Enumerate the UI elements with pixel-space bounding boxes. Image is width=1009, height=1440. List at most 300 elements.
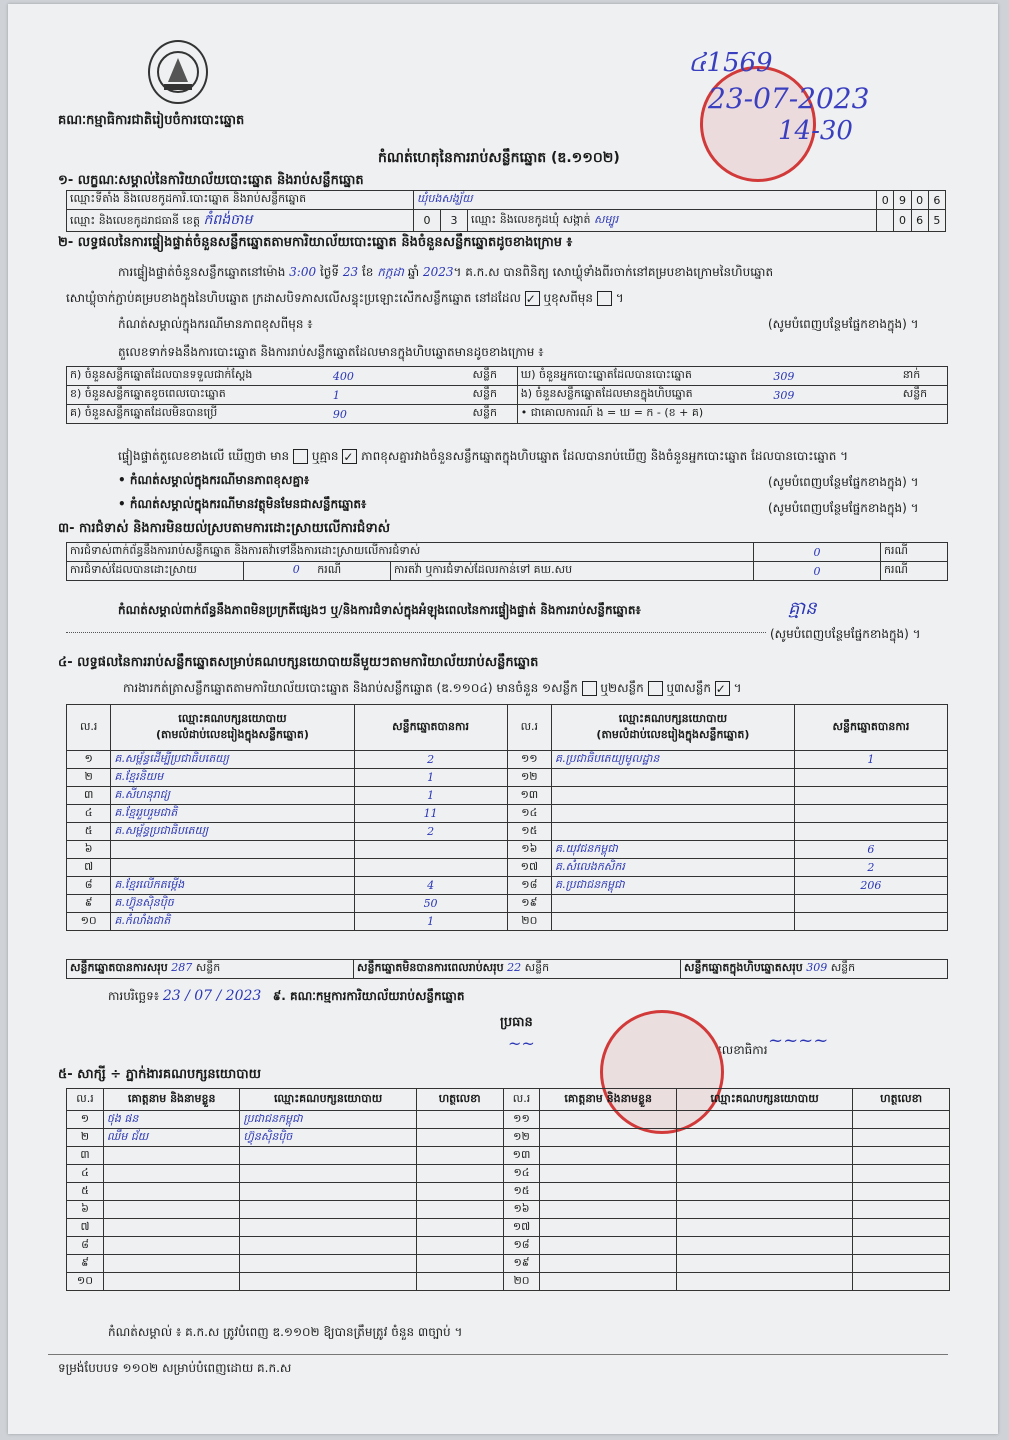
section3-note-value: គ្មាន <box>788 598 817 619</box>
commune-code-3: 5 <box>928 210 945 232</box>
three-sheets-label: ឬ៣សន្លឹក <box>666 681 711 695</box>
witness-party <box>676 1201 852 1219</box>
party-votes <box>794 787 947 805</box>
party-name <box>552 895 795 913</box>
party-name <box>552 823 795 841</box>
head-party-left <box>111 705 354 751</box>
party-no: ៨ <box>67 877 111 895</box>
head-no-right: ល.រ <box>507 705 551 751</box>
footer-divider <box>48 1354 948 1355</box>
row-c-value: 90 <box>330 405 470 424</box>
table-row <box>67 1183 950 1201</box>
witness-no: ១២ <box>503 1129 540 1147</box>
total-invalid-label: សន្លឹកឆ្នោតមិនបានការពេលរាប់សរុប <box>357 961 504 974</box>
table-row <box>67 1111 950 1129</box>
party-name: គ.កំលាំងជាតិ <box>111 913 354 931</box>
party-votes <box>794 823 947 841</box>
witness-party <box>240 1183 416 1201</box>
section2-note-objects: • កំណត់សម្គាល់ក្នុងករណីមានវត្ថុមិនមែនជាសន្លឹកឆ្នោត៖ <box>118 497 367 511</box>
witness-party <box>676 1147 852 1165</box>
section5-note: កំណត់សម្គាល់ ៖ គ.ក.ស ត្រូវបំពេញ ឌ.១១០២ ឱ្យបានត្រឹមត្រូវ ចំនួន ៣ច្បាប់ ។ <box>108 1325 463 1339</box>
total-box-value: 309 <box>806 961 828 974</box>
table-row <box>67 859 948 877</box>
appeal-count: 0 <box>754 562 881 581</box>
witness-no: ១១ <box>503 1111 540 1129</box>
section2-fill-note-2: (សូមបំពេញបន្ថែមផ្នែកខាងក្នុង) ។ <box>768 475 919 489</box>
para1-month-label: ខែ <box>361 265 374 279</box>
para1-year-label: ឆ្នាំ <box>407 265 420 279</box>
total-valid-label: សន្លឹកឆ្នោតបានការសរុប <box>70 961 168 974</box>
document-page <box>8 4 998 1434</box>
witness-party <box>240 1255 416 1273</box>
witness-party <box>676 1129 852 1147</box>
witness-party: ប្រជាជនកម្ពុជា <box>240 1111 416 1129</box>
check-month: កក្កដា <box>377 265 404 279</box>
party-votes: 1 <box>354 787 507 805</box>
party-votes: 1 <box>354 769 507 787</box>
row-a-label: ក) ចំនួនសន្លឹកឆ្នោតដែលបានទទួលជាក់ស្តែង <box>67 367 330 386</box>
secretary-signature-icon: ~~~~ <box>768 1030 829 1051</box>
witness-no: ១៨ <box>503 1237 540 1255</box>
stamp-time: 14-30 <box>778 116 853 146</box>
party-name: គ.ខ្មែររួបរួមជាតិ <box>111 805 354 823</box>
witness-no: ១៦ <box>503 1201 540 1219</box>
appeal-unit: ករណី <box>881 562 948 581</box>
station-code-4: 6 <box>928 191 945 210</box>
party-no: ១៤ <box>507 805 551 823</box>
party-no: ១៣ <box>507 787 551 805</box>
member-label: លេខាធិការ <box>718 1043 768 1057</box>
section1-table <box>66 190 946 232</box>
row-b-label: ខ) ចំនួនសន្លឹកឆ្នោតខូចពេលបោះឆ្នោត <box>67 386 330 405</box>
objection-count: 0 <box>754 543 881 562</box>
witness-signature[interactable] <box>416 1147 503 1165</box>
witness-name <box>540 1255 676 1273</box>
commune-code-2: 6 <box>911 210 928 232</box>
party-votes: 206 <box>794 877 947 895</box>
row-c-label: គ) ចំនួនសន្លឹកឆ្នោតដែលមិនបានប្រើ <box>67 405 330 424</box>
party-votes: 1 <box>354 913 507 931</box>
table-row <box>67 1237 950 1255</box>
party-name: គ.ប្រជាជនកម្ពុជា <box>552 877 795 895</box>
witness-name <box>540 1237 676 1255</box>
witness-signature[interactable] <box>853 1273 950 1291</box>
witness-party <box>676 1165 852 1183</box>
party-votes <box>794 769 947 787</box>
head-party-left-1: ឈ្មោះគណបក្សនយោបាយ <box>178 711 287 725</box>
station-label: ឈ្មោះទីតាំង និងលេខកូដការិ.បោះឆ្នោត និងរាប់សន្លឹកឆ្នោត <box>67 191 414 210</box>
commune-code-blank <box>877 210 894 232</box>
section2-table <box>66 366 948 424</box>
party-name: គ.សម្ព័ន្ធដើម្បីប្រជាធិបតេយ្យ <box>111 751 354 769</box>
table-row <box>67 1129 950 1147</box>
party-no: ១៥ <box>507 823 551 841</box>
committee-name: គណៈកម្មាធិការជាតិរៀបចំការបោះឆ្នោត <box>58 113 245 128</box>
intro-text: ការងារកត់ត្រាសន្លឹកឆ្នោតតាមការិយាល័យបោះឆ្នោត និងរាប់សន្លឹកឆ្នោត (ឌ.១១០៤) មានចំនួន ១សន្លឹក <box>123 681 578 695</box>
party-no: ២ <box>67 769 111 787</box>
party-no: ១១ <box>507 751 551 769</box>
table-row <box>67 823 948 841</box>
check-day: 23 <box>342 265 359 279</box>
province-label-text: ឈ្មោះ និងលេខកូដរាជធានី ខេត្ត <box>70 214 200 227</box>
party-name: គ.ខ្មែរនិយម <box>111 769 354 787</box>
resolved-label: ការជំទាស់ដែលបានដោះស្រាយ <box>67 562 244 581</box>
two-sheets-label: ឬ២សន្លឹក <box>600 681 644 695</box>
total-invalid-cell <box>354 960 681 979</box>
party-name: គ.សម្ព័ន្ធប្រជាធិបតេយ្យ <box>111 823 354 841</box>
party-no: ៧ <box>67 859 111 877</box>
row-a-value: 400 <box>330 367 470 386</box>
section2-para5 <box>118 448 848 466</box>
witness-signature[interactable] <box>416 1219 503 1237</box>
different-label: ឬខុសពីមុន <box>543 291 594 305</box>
party-no: ១៩ <box>507 895 551 913</box>
section2-note1: កំណត់សម្គាល់ក្នុងករណីមានភាពខុសពីមុន ៖ <box>118 317 313 331</box>
row-d-value: 309 <box>770 367 899 386</box>
witness-no: ៧ <box>67 1219 104 1237</box>
party-name <box>111 841 354 859</box>
party-no: ៥ <box>67 823 111 841</box>
station-value: ឃុំបងសង្ឃ័យ <box>414 191 877 210</box>
party-name: គ.ខ្មែរលើកតម្កើង <box>111 877 354 895</box>
witness-party <box>676 1255 852 1273</box>
section3-table <box>66 542 948 581</box>
station-code-1: 0 <box>877 191 894 210</box>
witness-name <box>540 1111 676 1129</box>
witness-name <box>540 1219 676 1237</box>
witness-name <box>540 1201 676 1219</box>
witness-no: ១ <box>67 1111 104 1129</box>
witness-party <box>240 1201 416 1219</box>
party-name: គ.ហ៊្វុនស៊ិនប៉ិច <box>111 895 354 913</box>
witness-signature[interactable] <box>416 1183 503 1201</box>
total-invalid-unit: សន្លឹក <box>524 961 550 974</box>
party-votes: 2 <box>354 823 507 841</box>
witness-party <box>676 1237 852 1255</box>
section1-title: ១- លក្ខណៈសម្គាល់នៃការិយាល័យបោះឆ្នោត និងរាប់សន្លឹកឆ្នោត <box>58 173 364 188</box>
row-e-label: ង) ចំនួនសន្លឹកឆ្នោតដែលមានក្នុងហិបឆ្នោត <box>517 386 770 405</box>
witness-name <box>540 1129 676 1147</box>
witness-name <box>103 1273 239 1291</box>
head-party-right-2: (តាមលំដាប់លេខរៀងក្នុងសន្លឹកឆ្នោត) <box>596 727 750 741</box>
total-box-cell <box>681 960 948 979</box>
party-name: គ.ប្រជាធិបតេយ្យមូលដ្ឋាន <box>552 751 795 769</box>
row-d-label: ឃ) ចំនួនអ្នកបោះឆ្នោតដែលបានបោះឆ្នោត <box>517 367 770 386</box>
total-valid-value: 287 <box>171 961 193 974</box>
party-no: ៤ <box>67 805 111 823</box>
witness-party <box>676 1111 852 1129</box>
witness-name <box>540 1273 676 1291</box>
party-no: ១ <box>67 751 111 769</box>
total-invalid-value: 22 <box>507 961 522 974</box>
witness-table <box>66 1088 950 1291</box>
total-valid-unit: សន្លឹក <box>195 961 221 974</box>
party-no: ១៧ <box>507 859 551 877</box>
witness-signature[interactable] <box>853 1111 950 1129</box>
witness-signature[interactable] <box>416 1255 503 1273</box>
w-head-no-right: ល.រ <box>503 1089 540 1111</box>
section3-title: ៣- ការជំទាស់ និងការមិនយល់ស្របតាមការដោះស្រាយលើការជំទាស់ <box>58 521 390 536</box>
witness-name <box>103 1255 239 1273</box>
check-time: 3:00 <box>289 265 317 279</box>
w-head-sign-right: ហត្ថលេខា <box>853 1089 950 1111</box>
head-votes-right: សន្លឹកឆ្នោតបានការ <box>794 705 947 751</box>
chair-label: ប្រធាន <box>500 1015 533 1030</box>
table-row <box>67 769 948 787</box>
w-head-party-right: ឈ្មោះគណបក្សនយោបាយ <box>676 1089 852 1111</box>
witness-signature[interactable] <box>416 1273 503 1291</box>
stamp-number: ៤1569 <box>688 48 773 78</box>
witness-signature[interactable] <box>853 1255 950 1273</box>
party-no: ១៨ <box>507 877 551 895</box>
witness-name <box>540 1147 676 1165</box>
party-votes: 6 <box>794 841 947 859</box>
commune-label-text: ឈ្មោះ និងលេខកូដឃុំ សង្កាត់ <box>471 212 591 226</box>
signing-date-line <box>108 988 464 1006</box>
witness-no: ៤ <box>67 1165 104 1183</box>
head-party-right <box>552 705 795 751</box>
witness-signature[interactable] <box>853 1147 950 1165</box>
commune-label <box>468 210 877 232</box>
stamp-date: 23-07-2023 <box>708 82 870 115</box>
commune-value: សម្បូរ <box>594 212 619 226</box>
party-votes: 11 <box>354 805 507 823</box>
objection-unit: ករណី <box>881 543 948 562</box>
head-votes-left: សន្លឹកឆ្នោតបានការ <box>354 705 507 751</box>
committee-label: ៩. គណៈកម្មការការិយាល័យរាប់សន្លឹកឆ្នោត <box>272 989 465 1003</box>
witness-signature[interactable] <box>416 1201 503 1219</box>
witness-party <box>240 1219 416 1237</box>
witness-no: ៩ <box>67 1255 104 1273</box>
witness-no: ២ <box>67 1129 104 1147</box>
table-row <box>67 1255 950 1273</box>
party-no: ៩ <box>67 895 111 913</box>
party-no: ១០ <box>67 913 111 931</box>
witness-party <box>240 1273 416 1291</box>
party-votes <box>354 841 507 859</box>
section4-intro: ការងារកត់ត្រាសន្លឹកឆ្នោតតាមការិយាល័យបោះឆ្នោត និងរាប់សន្លឹកឆ្នោត (ឌ.១១០៤) មានចំនួន ១សន្លឹក ឬ២សន្លឹក ឬ៣សន្លឹក ✓ ។ <box>123 681 742 696</box>
witness-signature[interactable] <box>853 1237 950 1255</box>
witness-no: ១៣ <box>503 1147 540 1165</box>
table-row <box>67 841 948 859</box>
head-party-left-2: (តាមលំដាប់លេខរៀងក្នុងសន្លឹកឆ្នោត) <box>155 727 309 741</box>
section2-para1 <box>118 264 773 282</box>
different-checkbox[interactable] <box>597 291 612 306</box>
witness-name <box>103 1237 239 1255</box>
check-year: 2023 <box>422 265 454 279</box>
total-valid-cell <box>67 960 354 979</box>
witness-signature[interactable] <box>853 1219 950 1237</box>
province-value: កំពង់ចាម <box>203 212 253 228</box>
results-table <box>66 704 948 931</box>
witness-party <box>676 1273 852 1291</box>
witness-name <box>103 1147 239 1165</box>
section3-fill-note: (សូមបំពេញបន្ថែមផ្នែកខាងក្នុង) ។ <box>770 627 921 641</box>
witness-name <box>103 1219 239 1237</box>
has-diff-checkbox[interactable] <box>293 449 308 464</box>
section5-title: ៥- សាក្សី ÷ ភ្នាក់ងារគណបក្សនយោបាយ <box>58 1067 261 1082</box>
witness-signature[interactable] <box>416 1237 503 1255</box>
para1-end: ។ គ.ក.ស បានពិនិត្យ សោឃ្លុំទាំងពីរចាក់នៅគម្របខាងក្រោមនៃហិបឆ្នោត <box>453 265 774 279</box>
row-e-unit: សន្លឹក <box>900 386 948 405</box>
w-head-sign-left: ហត្ថលេខា <box>416 1089 503 1111</box>
table-row <box>67 1165 950 1183</box>
para1-day-label: ថ្ងៃទី <box>319 265 339 279</box>
resolved-unit: ករណី <box>317 563 342 576</box>
resolved-count <box>244 562 391 581</box>
witness-name: ឈឹម ជ័យ <box>103 1129 239 1147</box>
party-no: ៣ <box>67 787 111 805</box>
resolved-value: 0 <box>292 563 300 576</box>
witness-name: ថុង ផន <box>103 1111 239 1129</box>
station-code-2: 9 <box>894 191 911 210</box>
witness-signature[interactable] <box>416 1165 503 1183</box>
table-row <box>67 751 948 769</box>
total-box-unit: សន្លឹក <box>830 961 856 974</box>
party-votes: 2 <box>354 751 507 769</box>
witness-party <box>240 1165 416 1183</box>
total-box-label: សន្លឹកឆ្នោតក្នុងហិបឆ្នោតសរុប <box>684 961 803 974</box>
section2-title: ២- លទ្ធផលនៃការផ្ទៀងផ្ទាត់ចំនួនសន្លឹកឆ្នោតតាមការិយាល័យបោះឆ្នោត និងចំនួនសន្លឹកឆ្នោតដូចខាងក្រោម ៖ <box>58 235 573 250</box>
party-votes <box>794 913 947 931</box>
province-code-2: 3 <box>441 210 468 232</box>
province-code-1: 0 <box>414 210 441 232</box>
party-name <box>552 805 795 823</box>
party-name <box>552 769 795 787</box>
witness-no: ១៤ <box>503 1165 540 1183</box>
party-name <box>552 787 795 805</box>
commune-code-1: 0 <box>894 210 911 232</box>
witness-no: ៨ <box>67 1237 104 1255</box>
party-no: ៦ <box>67 841 111 859</box>
witness-signature[interactable] <box>853 1129 950 1147</box>
w-head-name-left: គោត្តនាម និងនាមខ្លួន <box>103 1089 239 1111</box>
table-row <box>67 913 948 931</box>
head-party-right-1: ឈ្មោះគណបក្សនយោបាយ <box>618 711 728 725</box>
witness-no: ៦ <box>67 1201 104 1219</box>
party-no: ២០ <box>507 913 551 931</box>
head-no-left: ល.រ <box>67 705 111 751</box>
party-votes <box>794 805 947 823</box>
table-row <box>67 1273 950 1291</box>
station-code-3: 0 <box>911 191 928 210</box>
witness-name <box>540 1165 676 1183</box>
w-head-party-left: ឈ្មោះគណបក្សនយោបាយ <box>240 1089 416 1111</box>
row-e-value: 309 <box>770 386 899 405</box>
no-diff-checkbox[interactable]: ✓ <box>342 449 357 464</box>
row-a-unit: សន្លឹក <box>470 367 518 386</box>
party-name <box>552 913 795 931</box>
party-votes <box>354 859 507 877</box>
signing-date: 23 / 07 / 2023 <box>162 988 262 1004</box>
para1-text: ការផ្ទៀងផ្ទាត់ចំនួនសន្លឹកឆ្នោតនៅម៉ោង <box>118 265 286 279</box>
section4-title: ៤- លទ្ធផលនៃការរាប់សន្លឹកឆ្នោតសម្រាប់គណបក្សនយោបាយនីមួយៗតាមការិយាល័យរាប់សន្លឹកឆ្នោត <box>58 655 539 670</box>
witness-name <box>103 1165 239 1183</box>
party-votes: 2 <box>794 859 947 877</box>
section2-para2: សោឃ្លុំចាក់ភ្ជាប់គម្របខាងក្នុងនៃហិបឆ្នោត ក្រដាសបិទភាសលើសន្ទុះប្រឡោះសើកសន្លឹកឆ្នោត នៅដដែល ✓ ឬខុសពីមុន ។ <box>66 291 624 306</box>
no-diff-label: ឬគ្មាន <box>311 449 339 463</box>
objection-label: ការជំទាស់ពាក់ព័ន្ធនឹងការរាប់សន្លឹកឆ្នោត និងការតវ៉ាទៅនឹងការដោះស្រាយលើការជំទាស់ <box>67 543 754 562</box>
witness-no: ៥ <box>67 1183 104 1201</box>
appeal-label: ការតវ៉ា ឬការជំទាស់ដែលរកាន់ទៅ គឃ.សប <box>391 562 754 581</box>
party-name: គ.សីហនុរាជ្យ <box>111 787 354 805</box>
witness-no: ១៧ <box>503 1219 540 1237</box>
party-no: ១២ <box>507 769 551 787</box>
document-title: កំណត់ហេតុនៃការរាប់សន្លឹកឆ្នោត (ឌ.១១០២) <box>378 150 620 166</box>
section2-fill-note-3: (សូមបំពេញបន្ថែមផ្នែកខាងក្នុង) ។ <box>768 501 919 515</box>
totals-table <box>66 959 948 979</box>
party-votes: 1 <box>794 751 947 769</box>
table-row <box>67 877 948 895</box>
section3-note: កំណត់សម្គាល់ពាក់ព័ន្ធនឹងភាពមិនប្រក្រតីផ្សេងៗ ឬ/និងការជំទាស់ក្នុងអំឡុងពេលនៃការផ្ទៀងផ្ទាត់ និងការរាប់សន្លឹកឆ្នោត៖ <box>118 603 641 617</box>
witness-name <box>103 1201 239 1219</box>
party-votes: 50 <box>354 895 507 913</box>
three-sheets-checkbox[interactable]: ✓ <box>715 681 730 696</box>
witness-signature[interactable] <box>853 1183 950 1201</box>
witness-no: ១០ <box>67 1273 104 1291</box>
province-label <box>67 210 414 232</box>
witness-party: ហ៊្វុនស៊ិនប៉ិច <box>240 1129 416 1147</box>
witness-signature[interactable] <box>416 1129 503 1147</box>
table-row <box>67 895 948 913</box>
para5-end: ភាពខុសគ្នារវាងចំនួនសន្លឹកឆ្នោតក្នុងហិបឆ្នោត ដែលបានរាប់ឃើញ និងចំនួនអ្នកបោះឆ្នោត ដែលបានបោះឆ្នោត ។ <box>361 449 849 463</box>
section3-dotted-line <box>66 632 766 633</box>
date-label: ការបរិច្ឆេទ៖ <box>108 989 159 1003</box>
one-sheet-checkbox[interactable] <box>582 681 597 696</box>
table-row <box>67 805 948 823</box>
row-b-unit: សន្លឹក <box>470 386 518 405</box>
para2-text: សោឃ្លុំចាក់ភ្ជាប់គម្របខាងក្នុងនៃហិបឆ្នោត ក្រដាសបិទភាសលើសន្ទុះប្រឡោះសើកសន្លឹកឆ្នោត នៅដដែល <box>66 291 521 305</box>
table-row <box>67 1219 950 1237</box>
table-row <box>67 787 948 805</box>
witness-name <box>540 1183 676 1201</box>
witness-signature[interactable] <box>416 1111 503 1129</box>
witness-signature[interactable] <box>853 1165 950 1183</box>
party-votes <box>794 895 947 913</box>
w-head-name-right: គោត្តនាម និងនាមខ្លួន <box>540 1089 676 1111</box>
para5-text: ផ្ទៀងផ្ទាត់តួលេខខាងលើ ឃើញថា មាន <box>118 449 290 463</box>
witness-party <box>240 1237 416 1255</box>
formula-text: • ជាគោលការណ៍ ង = ឃ = ក - (ខ + គ) <box>517 405 947 424</box>
section2-note-diff: • កំណត់សម្គាល់ក្នុងករណីមានភាពខុសគ្នា៖ <box>118 473 310 487</box>
table-row <box>67 1201 950 1219</box>
witness-party <box>240 1147 416 1165</box>
same-checkbox[interactable]: ✓ <box>525 291 540 306</box>
section2-fill-note: (សូមបំពេញបន្ថែមផ្នែកខាងក្នុង) ។ <box>768 317 919 331</box>
party-votes: 4 <box>354 877 507 895</box>
two-sheets-checkbox[interactable] <box>648 681 663 696</box>
nec-logo-icon <box>148 40 208 104</box>
witness-party <box>676 1219 852 1237</box>
witness-no: ១៥ <box>503 1183 540 1201</box>
witness-signature[interactable] <box>853 1201 950 1219</box>
row-c-unit: សន្លឹក <box>470 405 518 424</box>
row-b-value: 1 <box>330 386 470 405</box>
witness-name <box>103 1183 239 1201</box>
section2-para4: តួលេខទាក់ទងនឹងការបោះឆ្នោត និងការរាប់សន្លឹកឆ្នោតដែលមានក្នុងហិបឆ្នោតមានដូចខាងក្រោម ៖ <box>118 345 544 359</box>
witness-no: ៣ <box>67 1147 104 1165</box>
chair-signature-icon: ~~ <box>508 1034 535 1053</box>
row-d-unit: នាក់ <box>900 367 948 386</box>
party-name: គ.សំលេងកសិករ <box>552 859 795 877</box>
party-name: គ.យុវជនកម្ពុជា <box>552 841 795 859</box>
witness-party <box>676 1183 852 1201</box>
party-name <box>111 859 354 877</box>
witness-no: ១៩ <box>503 1255 540 1273</box>
table-row <box>67 1147 950 1165</box>
witness-no: ២០ <box>503 1273 540 1291</box>
w-head-no-left: ល.រ <box>67 1089 104 1111</box>
